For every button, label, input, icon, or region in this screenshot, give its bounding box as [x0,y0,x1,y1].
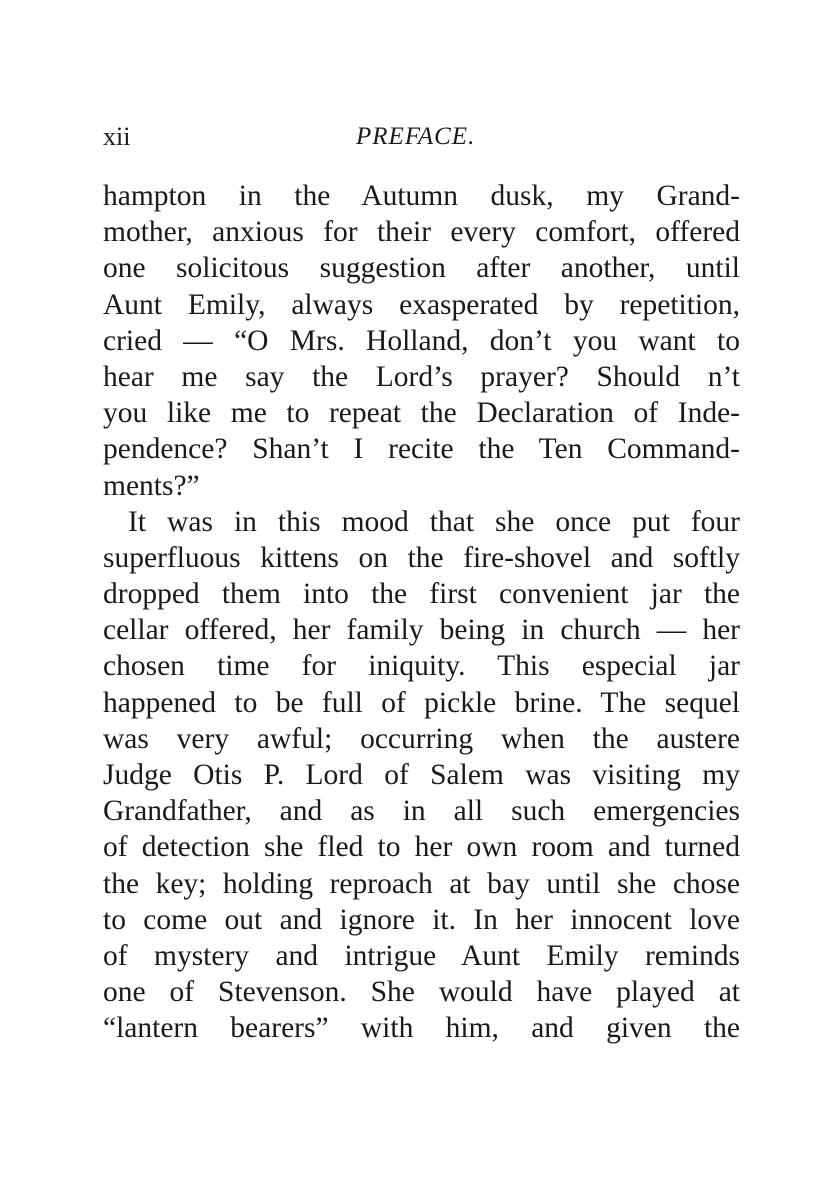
text-line: Judge Otis P. Lord of Salem was visiting my [103,759,740,791]
text-line: the key; holding reproach at bay until she chose [103,867,740,900]
running-head: PREFACE. [356,123,476,150]
text-line: superfluous kittens on the fire-shovel and softly [103,541,740,574]
page-header [103,120,740,154]
text-line: hear me say the Lord’s prayer? Should n’t [103,360,740,393]
text-line: happened to be full of pickle brine. The sequel [103,686,740,719]
text-line: you like me to repeat the Declaration of Inde- [103,397,740,430]
text-line: chosen time for iniquity. This especial jar [103,650,740,683]
text-line: ments?” [103,469,200,502]
text-line: “lantern bearers” with him, and given the [103,1012,740,1045]
text-line: It was in this mood that she once put four [128,505,740,538]
text-line: dropped them into the first convenient jar the [103,578,740,611]
text-line: cellar offered, her family being in church — her [103,614,740,647]
text-line: to come out and ignore it. In her innocent love [103,903,740,936]
text-line: one of Stevenson. She would have played at [103,976,740,1009]
text-line: one solicitous suggestion after another, until [103,252,740,285]
text-line: Grandfather, and as in all such emergencies [103,795,740,828]
text-line: of mystery and intrigue Aunt Emily reminds [103,939,740,972]
text-line: was very awful; occurring when the austere [103,722,740,755]
text-line: of detection she fled to her own room and turned [103,831,740,864]
text-line: pendence? Shan’t I recite the Ten Command- [103,433,740,466]
paragraph-2 [103,504,740,1047]
page-number: xii [103,122,131,151]
text-line: cried — “O Mrs. Holland, don’t you want to [103,324,740,357]
text-line: Aunt Emily, always exasperated by repetition, [103,288,740,321]
text-line: mother, anxious for their every comfort, offered [103,216,740,249]
text-line: hampton in the Autumn dusk, my Grand- [103,180,740,212]
paragraph-1 [103,178,740,504]
body-text [103,178,740,1047]
